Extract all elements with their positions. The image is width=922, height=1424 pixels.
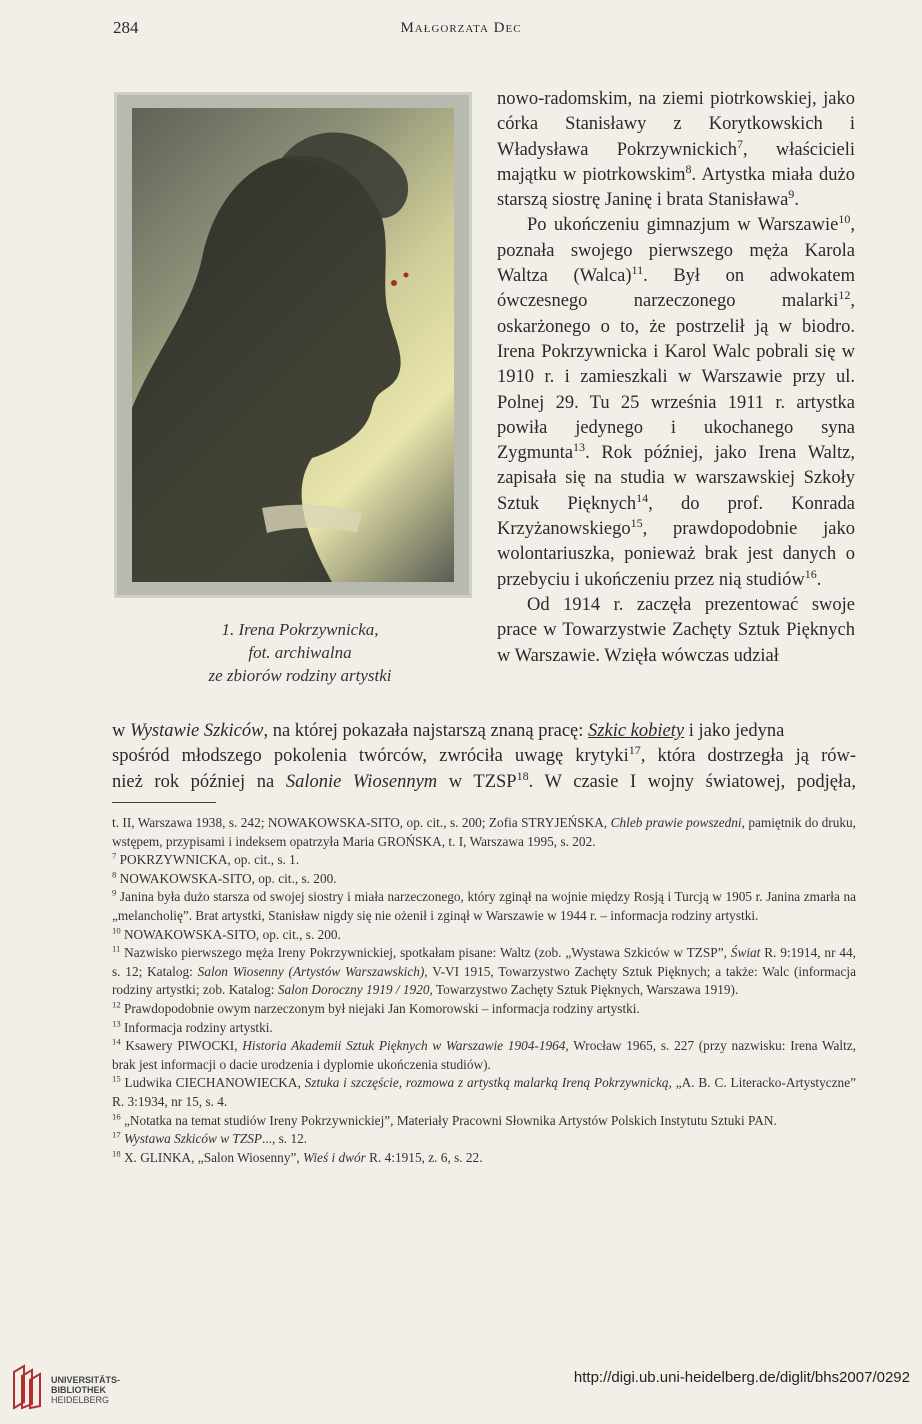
footnote-ref: 7 [736,136,743,151]
library-name [51,1375,120,1405]
text-run: , „A. B. C. Literacko-Artystyczne” R. 3:1934, nr 15, s. 4. [112,1075,857,1109]
text-run: Informacja rodziny artystki. [120,1019,273,1035]
text-run: spośród młodszego pokolenia twórców, zwróciła uwagę krytyki [112,746,629,767]
text-run: , poznała swojego pierwszego męża Karola Waltza (Walca) [497,215,855,287]
text-run: , oskarżonego o to, że postrzelił ją w biodro. Irena Pokrzywnicka i Karol Walc pobrali się w 1910 r. i zamieszkali w Warszawie przy ul. Polnej 29. Tu 25 września 1911 r. artystka powiła jedynego i ukochanego syna Zygmunta [497,291,855,464]
footnote [112,1000,856,1019]
footnote-ref: 18 [516,768,529,783]
text-run: Ksawery PIWOCKI, [120,1038,243,1054]
text-run: X. GLINKA, „Salon Wiosenny”, [120,1149,304,1165]
italic-text: Salon Doroczny 1919 / 1920, [277,982,433,998]
footnote-ref: 9 [788,187,795,202]
text-run: , która dostrzegła ją rów- [640,746,856,767]
text-run: POKRZYWNICKA, op. cit., s. 1. [116,852,300,868]
text-run: R. 4:1915, z. 6, s. 22. [365,1149,483,1165]
footnote-ref: 10 [112,925,121,936]
text-run: „Notatka na temat studiów Ireny Pokrzywnickiej”, Materiały Pracowni Słownika Artystów Polskich Instytutu Sztuki PAN. [120,1112,777,1128]
footnote [112,1149,856,1168]
caption-line: 1. Irena Pokrzywnicka, [221,620,379,639]
text-run: V-VI 1915, Towarzystwo Zachęty Sztuk Pięknych; a także: Walc (informacja rodziny artystki; zob. Katalog: [112,963,857,998]
italic-text: Szkic kobiety [588,721,685,741]
text-run: NOWAKOWSKA-SITO, op. cit., s. 200. [116,870,337,886]
portrait-figure [114,92,472,598]
text-run: Po ukończeniu gimnazjum w Warszawie [527,215,839,236]
text-run: . [794,190,799,211]
footnote [112,851,856,870]
footnote-ref: 13 [573,440,586,454]
italic-text: Wieś i dwór [303,1149,366,1165]
footnote-ref: 18 [112,1148,121,1159]
italic-text: Wystawa Szkiców w TZSP [123,1131,262,1147]
portrait-silhouette [132,108,454,582]
italic-text: Historia Akademii Sztuk Pięknych w Warszawie 1904-1964, [242,1038,569,1054]
caption-line: ze zbiorów rodziny artystki [208,666,392,685]
text-run: , pamiętnik do druku, wstępem, przypisami i indeksem opatrzyła Maria GROŃSKA, t. I, Warszawa 1995, s. 202. [112,815,856,849]
footnote-rule [112,802,216,803]
italic-text: Chleb prawie powszedni [610,815,742,830]
page-number: 284 [113,18,139,37]
footnote [112,814,856,851]
text-run: Ludwika CIECHANOWIECKA, [120,1075,305,1091]
footnote [112,1130,856,1149]
body-paragraph [497,593,855,669]
text-run: . W czasie I wojny światowej, podjęła, [528,771,856,792]
footnote-ref: 7 [112,850,117,861]
text-run: , do prof. Konrada Krzyżanowskiego [497,493,855,540]
figure-caption [150,618,450,687]
footnote-ref: 17 [112,1129,121,1140]
footnote [112,870,856,889]
text-run: Od 1914 r. zaczęła prezentować swoje prace w Towarzystwie Zachęty Sztuk Pięknych w Warszawie. Wzięła wówczas udział [497,594,855,666]
text-run: . Był on adwokatem ówczesnego narzeczonego malarki [497,266,855,312]
library-logo-icon [10,1362,44,1412]
footnote [112,1019,856,1038]
text-run: Nazwisko pierwszego męża Ireny Pokrzywnickiej, spotkałam pisane: Waltz (zob. „Wystawa Szkiców w TZSP”, [120,945,731,961]
text-run: nowo-radomskim, na ziemi piotrkowskiej, jako córka Stanisławy z Korytkowskich i Władysława Pokrzywnickich [497,89,855,160]
body-column [497,87,855,669]
library-line: HEIDELBERG [51,1395,110,1405]
body-line [112,719,856,744]
italic-text: Salon Wiosenny (Artystów Warszawskich), [197,963,428,979]
text-run: , prawdopodobnie jako wolontariuszka, ponieważ brak jest danych o przebyciu i ukończeniu przez nią studiów [497,519,855,590]
body-full-width [112,719,856,795]
footnote-ref: 16 [804,566,817,581]
text-run: . [816,569,822,590]
footnote-ref: 15 [630,515,643,530]
footnote [112,1074,856,1111]
footnote-ref: 14 [636,490,649,505]
footnote-ref: 12 [112,999,121,1010]
library-line: UNIVERSITÄTS- [51,1375,121,1385]
text-run: t. II, Warszawa 1938, s. 242; NOWAKOWSKA-SITO, op. cit., s. 200; Zofia STRYJEŃSKA, [112,815,611,830]
text-run: NOWAKOWSKA-SITO, op. cit., s. 200. [120,926,341,942]
footnote-ref: 13 [112,1018,121,1029]
text-run: Prawdopodobnie owym narzeczonym był niejaki Jan Komorowski – informacja rodziny artystki. [120,1000,640,1016]
text-run: , właścicieli majątku w piotrkowskim [497,139,855,185]
text-run: . Rok później, jako Irena Waltz, zapisała się na studia w warszawskiej Szkoły Sztuk Pięknych [497,443,855,514]
text-run: . Artystka miała dużo starszą siostrę Janinę i brata Stanisława [497,164,855,211]
footnote-ref: 8 [112,869,117,880]
footnote-ref: 12 [838,288,851,303]
footnote [112,888,856,925]
text-run: Janina była dużo starsza od swojej siostry i miała narzeczonego, który zginął na wojnie między Rosją i Turcją w 1905 r. Janina zmarła na „melancholię”. Brat artystki, Stanisław nigdy się nie ożenił i zginął w Warszawie w 1944 r. – informacja rodziny artystki. [112,889,856,923]
italic-text: Świat [730,945,761,961]
footnote-ref: 10 [838,212,851,227]
body-line [112,744,856,769]
text-run: Towarzystwo Zachęty Sztuk Pięknych, Warszawa 1919). [432,982,739,998]
footnote-ref: 8 [685,161,692,176]
footnote-ref: 11 [112,943,121,954]
caption-line: fot. archiwalna [248,643,352,662]
text-run: ..., s. 12. [262,1131,308,1147]
footnote-ref: 9 [112,887,117,898]
footnotes [112,814,856,1167]
footnote [112,1112,856,1131]
running-head-author: Małgorzata Dec [400,20,522,36]
text-run: , na której pokazała najstarszą znaną pracę: [263,721,589,741]
footnote [112,926,856,945]
body-paragraph [497,213,855,592]
source-url-link[interactable]: http://digi.ub.uni-heidelberg.de/diglit/bhs2007/0292 [573,1369,910,1386]
italic-text: Salonie Wiosennym [285,771,438,792]
italic-text: Wystawie Szkiców [130,721,264,741]
text-run: w TZSP [437,771,517,792]
footnote-ref: 11 [631,262,644,277]
italic-text: Sztuka i szczęście, rozmowa z artystką malarką Ireną Pokrzywnicką [304,1075,669,1091]
body-paragraph [497,87,855,213]
portrait-photo [132,108,454,582]
text-run: i jako jedyna [684,721,785,741]
footnote-ref: 16 [112,1111,121,1122]
text-run: R. 9:1914, nr 44, s. 12; Katalog: [112,945,856,979]
text-run: nież rok później na [112,771,286,792]
footnote [112,944,856,1000]
body-line [112,770,856,795]
footnote-ref: 15 [112,1073,121,1084]
footnote [112,1037,856,1074]
footnote-ref: 14 [112,1036,121,1047]
text-run: Wrocław 1965, s. 227 (przy nazwisku: Irena Waltz, brak jest informacji o dacie urodzenia i dyplomie ukończenia studiów). [112,1038,857,1072]
library-line: BIBLIOTHEK [51,1385,106,1395]
text-run: w [112,721,130,741]
footnote-ref: 17 [628,743,641,758]
